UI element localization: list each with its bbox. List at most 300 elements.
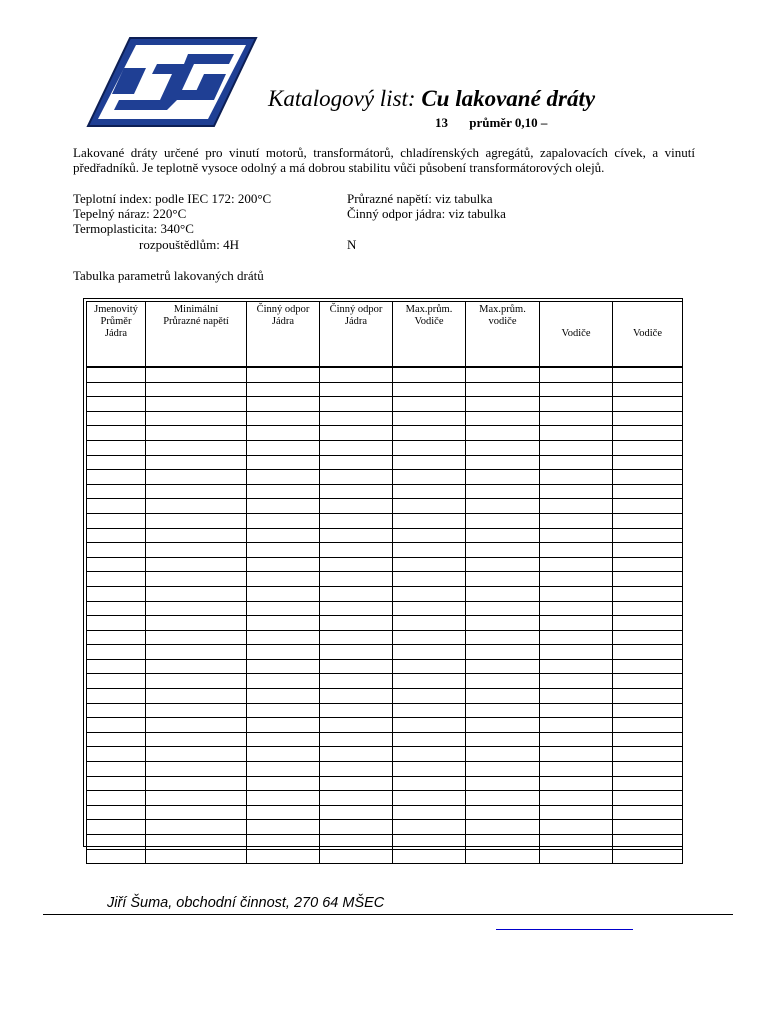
table-cell <box>87 470 146 485</box>
table-row <box>87 805 683 820</box>
table-cell <box>320 470 393 485</box>
table-cell <box>247 455 320 470</box>
table-cell <box>393 762 466 777</box>
table-cell <box>247 586 320 601</box>
table-cell <box>146 411 247 426</box>
table-cell <box>247 513 320 528</box>
table-cell <box>87 411 146 426</box>
table-cell <box>320 849 393 864</box>
table-cell <box>87 601 146 616</box>
catalog-number: 13 <box>435 115 448 130</box>
header-max-conductor-diameter-1: Max.prům. Vodiče <box>393 302 466 368</box>
table-cell <box>393 499 466 514</box>
table-cell <box>320 557 393 572</box>
table-cell <box>87 791 146 806</box>
table-cell <box>247 543 320 558</box>
table-cell <box>466 513 540 528</box>
table-cell <box>613 382 683 397</box>
table-cell <box>540 411 613 426</box>
table-row <box>87 674 683 689</box>
table-cell <box>393 470 466 485</box>
diameter-label: průměr 0,10 – <box>469 115 548 130</box>
table-cell <box>466 689 540 704</box>
table-cell <box>247 499 320 514</box>
table-cell <box>87 543 146 558</box>
table-cell <box>247 805 320 820</box>
table-cell <box>613 484 683 499</box>
table-cell <box>466 703 540 718</box>
table-cell <box>87 528 146 543</box>
table-cell <box>540 543 613 558</box>
table-cell <box>146 659 247 674</box>
table-cell <box>247 674 320 689</box>
table-cell <box>146 543 247 558</box>
table-row <box>87 835 683 850</box>
table-cell <box>87 572 146 587</box>
table-row <box>87 762 683 777</box>
table-cell <box>393 367 466 382</box>
table-cell <box>146 572 247 587</box>
table-cell <box>146 703 247 718</box>
table-cell <box>393 513 466 528</box>
table-cell <box>466 382 540 397</box>
table-row <box>87 645 683 660</box>
table-cell <box>540 718 613 733</box>
table-cell <box>87 513 146 528</box>
table-cell <box>146 601 247 616</box>
table-cell <box>613 572 683 587</box>
table-row <box>87 426 683 441</box>
table-cell <box>87 689 146 704</box>
table-cell <box>146 586 247 601</box>
table-cell <box>393 820 466 835</box>
table-cell <box>540 572 613 587</box>
table-cell <box>320 747 393 762</box>
table-cell <box>87 499 146 514</box>
table-cell <box>87 557 146 572</box>
table-cell <box>540 689 613 704</box>
table-cell <box>320 601 393 616</box>
table-cell <box>613 732 683 747</box>
param-thermoplasticity: Termoplasticita: 340°C <box>73 221 194 236</box>
table-cell <box>466 762 540 777</box>
table-cell <box>393 805 466 820</box>
table-cell <box>87 805 146 820</box>
company-logo-icon <box>84 34 260 130</box>
table-row <box>87 849 683 864</box>
table-cell <box>393 426 466 441</box>
table-cell <box>466 674 540 689</box>
table-cell <box>393 718 466 733</box>
page-subtitle <box>435 115 547 131</box>
table-cell <box>87 747 146 762</box>
table-row <box>87 557 683 572</box>
table-cell <box>87 732 146 747</box>
table-cell <box>393 397 466 412</box>
table-cell <box>87 455 146 470</box>
table-cell <box>87 397 146 412</box>
table-cell <box>146 513 247 528</box>
table-cell <box>393 703 466 718</box>
table-cell <box>613 528 683 543</box>
table-cell <box>393 659 466 674</box>
table-cell <box>393 586 466 601</box>
table-cell <box>146 557 247 572</box>
table-cell <box>540 645 613 660</box>
table-cell <box>87 645 146 660</box>
table-row <box>87 732 683 747</box>
table-row <box>87 411 683 426</box>
table-cell <box>540 455 613 470</box>
table-cell <box>320 397 393 412</box>
table-cell <box>540 601 613 616</box>
table-row <box>87 499 683 514</box>
table-cell <box>320 528 393 543</box>
table-cell <box>540 835 613 850</box>
title-main: Cu lakované dráty <box>421 86 596 111</box>
table-cell <box>540 484 613 499</box>
header-nominal-diameter: Jmenovitý Průměr Jádra <box>87 302 146 368</box>
table-cell <box>146 426 247 441</box>
table-cell <box>320 484 393 499</box>
table-cell <box>87 440 146 455</box>
table-cell <box>540 586 613 601</box>
table-cell <box>466 747 540 762</box>
table-cell <box>613 557 683 572</box>
table-cell <box>87 484 146 499</box>
table-cell <box>466 557 540 572</box>
table-cell <box>466 470 540 485</box>
table-cell <box>320 382 393 397</box>
table-cell <box>146 397 247 412</box>
table-row <box>87 689 683 704</box>
table-cell <box>247 718 320 733</box>
table-cell <box>87 762 146 777</box>
table-cell <box>320 805 393 820</box>
table-row <box>87 440 683 455</box>
table-cell <box>87 630 146 645</box>
table-cell <box>320 718 393 733</box>
table-cell <box>320 659 393 674</box>
table-cell <box>146 718 247 733</box>
table-cell <box>146 616 247 631</box>
table-cell <box>393 747 466 762</box>
table-row <box>87 397 683 412</box>
table-cell <box>393 543 466 558</box>
table-cell <box>466 835 540 850</box>
table-row <box>87 484 683 499</box>
table-cell <box>466 805 540 820</box>
table-cell <box>146 455 247 470</box>
intro-paragraph: Lakované dráty určené pro vinutí motorů, transformátorů, chladírenských agregátů, zapalovacích cívek, a vinutí předřadníků. Je teplotně vysoce odolný a má dobrou stabilitu vůči působení transformátorových olejů. <box>73 145 695 175</box>
table-cell <box>393 776 466 791</box>
table-cell <box>146 791 247 806</box>
table-cell <box>393 689 466 704</box>
table-cell <box>393 455 466 470</box>
table-row <box>87 528 683 543</box>
table-cell <box>613 440 683 455</box>
table-cell <box>146 732 247 747</box>
header-core-resistance-2: Činný odpor Jádra <box>320 302 393 368</box>
table-cell <box>540 513 613 528</box>
table-cell <box>613 455 683 470</box>
table-cell <box>466 586 540 601</box>
table-body <box>87 367 683 864</box>
table-cell <box>613 367 683 382</box>
table-caption: Tabulka parametrů lakovaných drátů <box>73 268 264 283</box>
table-cell <box>87 776 146 791</box>
table-cell <box>466 484 540 499</box>
table-cell <box>247 528 320 543</box>
table-cell <box>146 689 247 704</box>
table-cell <box>393 411 466 426</box>
table-cell <box>247 820 320 835</box>
table-cell <box>466 630 540 645</box>
table-cell <box>320 543 393 558</box>
table-cell <box>613 791 683 806</box>
table-row <box>87 586 683 601</box>
table-cell <box>247 382 320 397</box>
table-cell <box>613 470 683 485</box>
table-cell <box>146 645 247 660</box>
table-cell <box>247 601 320 616</box>
table-cell <box>146 849 247 864</box>
table-cell <box>613 689 683 704</box>
table-cell <box>613 586 683 601</box>
table-cell <box>320 616 393 631</box>
table-cell <box>247 572 320 587</box>
footer-company-address: Jiří Šuma, obchodní činnost, 270 64 MŠEC <box>107 895 385 911</box>
table-cell <box>393 528 466 543</box>
table-cell <box>247 440 320 455</box>
table-cell <box>87 367 146 382</box>
table-cell <box>320 513 393 528</box>
table-cell <box>466 616 540 631</box>
table-cell <box>146 528 247 543</box>
table-cell <box>247 616 320 631</box>
table-cell <box>320 645 393 660</box>
table-cell <box>393 849 466 864</box>
table-cell <box>613 659 683 674</box>
table-cell <box>87 674 146 689</box>
table-cell <box>146 820 247 835</box>
table-cell <box>87 835 146 850</box>
table-row <box>87 718 683 733</box>
table-cell <box>320 762 393 777</box>
table-row <box>87 455 683 470</box>
table-cell <box>393 645 466 660</box>
table-cell <box>613 762 683 777</box>
table-cell <box>466 528 540 543</box>
table-cell <box>613 426 683 441</box>
table-cell <box>393 382 466 397</box>
table-cell <box>466 776 540 791</box>
table-cell <box>247 630 320 645</box>
table-row <box>87 776 683 791</box>
table-cell <box>247 762 320 777</box>
table-cell <box>393 572 466 587</box>
table-cell <box>320 426 393 441</box>
parameters-table <box>86 301 683 864</box>
table-cell <box>87 703 146 718</box>
param-breakdown-voltage: Průrazné napětí: viz tabulka <box>347 191 493 206</box>
table-cell <box>540 849 613 864</box>
table-cell <box>540 499 613 514</box>
table-cell <box>320 367 393 382</box>
table-cell <box>466 411 540 426</box>
header-max-conductor-diameter-2: Max.prům. vodiče <box>466 302 540 368</box>
param-n: N <box>347 237 357 252</box>
table-row <box>87 747 683 762</box>
table-cell <box>466 820 540 835</box>
table-cell <box>247 747 320 762</box>
table-cell <box>613 835 683 850</box>
table-cell <box>87 659 146 674</box>
table-cell <box>613 820 683 835</box>
table-cell <box>146 484 247 499</box>
table-cell <box>393 601 466 616</box>
table-cell <box>146 440 247 455</box>
table-cell <box>393 732 466 747</box>
table-cell <box>87 820 146 835</box>
table-cell <box>466 499 540 514</box>
table-cell <box>613 601 683 616</box>
table-cell <box>540 747 613 762</box>
table-cell <box>613 703 683 718</box>
page-title <box>268 86 595 112</box>
table-row <box>87 543 683 558</box>
table-cell <box>393 835 466 850</box>
table-cell <box>247 703 320 718</box>
table-cell <box>320 586 393 601</box>
table-cell <box>146 674 247 689</box>
table-cell <box>466 572 540 587</box>
header-core-resistance-1: Činný odpor Jádra <box>247 302 320 368</box>
table-row <box>87 630 683 645</box>
table-cell <box>613 630 683 645</box>
table-cell <box>146 776 247 791</box>
table-cell <box>247 484 320 499</box>
table-cell <box>540 397 613 412</box>
table-cell <box>146 747 247 762</box>
table-cell <box>320 440 393 455</box>
table-cell <box>540 528 613 543</box>
table-row <box>87 572 683 587</box>
table-cell <box>146 835 247 850</box>
table-cell <box>540 630 613 645</box>
header-conductor-1: Vodiče <box>540 302 613 368</box>
table-cell <box>540 805 613 820</box>
table-cell <box>613 776 683 791</box>
table-row <box>87 367 683 382</box>
table-cell <box>393 630 466 645</box>
table-cell <box>247 367 320 382</box>
table-cell <box>466 426 540 441</box>
table-cell <box>466 732 540 747</box>
table-cell <box>613 747 683 762</box>
table-cell <box>613 616 683 631</box>
header-min-breakdown-voltage: Minimální Průrazné napětí <box>146 302 247 368</box>
table-cell <box>466 791 540 806</box>
table-cell <box>146 762 247 777</box>
table-cell <box>247 849 320 864</box>
table-cell <box>393 616 466 631</box>
table-cell <box>540 659 613 674</box>
table-cell <box>466 367 540 382</box>
table-cell <box>466 645 540 660</box>
table-cell <box>540 470 613 485</box>
footer-link-underline[interactable] <box>496 929 633 930</box>
table-cell <box>393 484 466 499</box>
table-cell <box>146 470 247 485</box>
table-cell <box>320 689 393 704</box>
table-cell <box>540 791 613 806</box>
table-cell <box>613 849 683 864</box>
table-cell <box>466 440 540 455</box>
table-cell <box>540 732 613 747</box>
header-conductor-2: Vodiče <box>613 302 683 368</box>
table-cell <box>393 557 466 572</box>
table-cell <box>466 397 540 412</box>
table-cell <box>247 645 320 660</box>
table-cell <box>393 674 466 689</box>
table-cell <box>146 805 247 820</box>
table-cell <box>320 791 393 806</box>
table-cell <box>613 543 683 558</box>
param-solvents: rozpouštědlům: 4H <box>139 237 240 252</box>
table-cell <box>613 674 683 689</box>
table-cell <box>320 499 393 514</box>
table-row <box>87 601 683 616</box>
table-row <box>87 659 683 674</box>
table-row <box>87 616 683 631</box>
table-cell <box>540 674 613 689</box>
table-cell <box>613 645 683 660</box>
table-cell <box>320 674 393 689</box>
table-cell <box>87 616 146 631</box>
param-core-resistance: Činný odpor jádra: viz tabulka <box>347 206 506 221</box>
table-cell <box>540 820 613 835</box>
table-cell <box>393 791 466 806</box>
table-cell <box>540 382 613 397</box>
table-cell <box>146 367 247 382</box>
table-cell <box>247 776 320 791</box>
table-cell <box>613 513 683 528</box>
parameters-table-frame <box>83 298 683 847</box>
table-cell <box>87 382 146 397</box>
table-cell <box>613 718 683 733</box>
table-cell <box>540 776 613 791</box>
table-cell <box>247 470 320 485</box>
table-cell <box>466 601 540 616</box>
title-prefix: Katalogový list: <box>268 86 416 111</box>
table-cell <box>320 455 393 470</box>
table-cell <box>540 440 613 455</box>
table-cell <box>540 367 613 382</box>
table-cell <box>247 426 320 441</box>
table-cell <box>247 689 320 704</box>
table-cell <box>247 557 320 572</box>
table-cell <box>87 718 146 733</box>
table-cell <box>247 732 320 747</box>
table-cell <box>247 659 320 674</box>
table-cell <box>87 426 146 441</box>
table-cell <box>540 616 613 631</box>
table-header-row <box>87 302 683 368</box>
table-cell <box>320 835 393 850</box>
table-cell <box>466 455 540 470</box>
table-row <box>87 382 683 397</box>
